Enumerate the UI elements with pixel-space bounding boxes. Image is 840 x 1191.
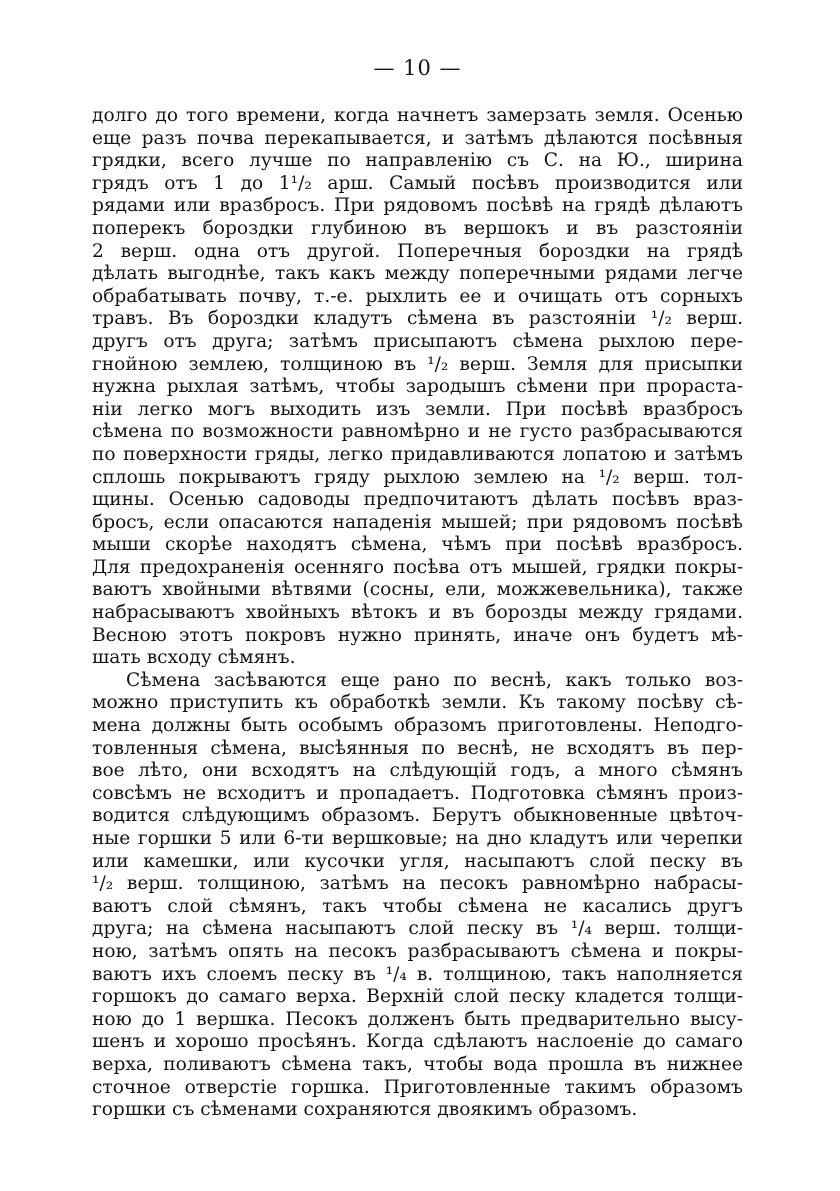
- text-line: шенъ и хорошо просѣянъ. Когда сдѣлаютъ наслоеніе до самаго: [92, 1031, 743, 1053]
- text-line: горшки съ сѣменами сохраняются двоякимъ образомъ.: [92, 1099, 638, 1121]
- text-line: обрабатывать почву, т.-е. рыхлить ее и очищать отъ сорныхъ: [92, 285, 743, 307]
- text-line: сточное отверстіе горшка. Приготовленные такимъ образомъ: [92, 1076, 743, 1098]
- text-line: дѣлать выгоднѣе, такъ какъ между поперечными рядами легче: [92, 263, 743, 285]
- text-line: грядки, всего лучше по направленію съ С. на Ю., ширина: [92, 150, 743, 172]
- text-line: набрасываютъ хвойныхъ вѣтокъ и въ борозды между грядами.: [92, 602, 743, 624]
- text-line: ваютъ хвойными вѣтвями (сосны, ели, можжевельника), также: [92, 579, 743, 601]
- text-line: шать всходу сѣмянъ.: [92, 647, 296, 669]
- text-line: вое лѣто, они всходятъ на слѣдующій годъ, а много сѣмянъ: [92, 760, 743, 782]
- page-number: — 10 —: [373, 56, 462, 80]
- text-line: Сѣмена засѣваются еще рано по веснѣ, какъ только воз-: [126, 669, 743, 691]
- text-line: травъ. Въ бороздки кладутъ сѣмена въ разстояніи ¹/₂ верш.: [92, 308, 743, 330]
- text-line: 2 верш. одна отъ другой. Поперечныя бороздки на грядѣ: [92, 240, 743, 262]
- text-line: гнойною землею, толщиною въ ¹/₂ верш. Земля для присыпки: [92, 353, 743, 375]
- text-line: товленныя сѣмена, высѣянныя по веснѣ, не всходятъ въ пер-: [92, 737, 743, 759]
- text-line: грядъ отъ 1 до 1¹/₂ арш. Самый посѣвъ производится или: [92, 172, 743, 194]
- text-line: Весною этотъ покровъ нужно принять, иначе онъ будетъ мѣ-: [92, 624, 743, 646]
- text-line: рядами или вразбросъ. При рядовомъ посѣвѣ на грядѣ дѣлаютъ: [92, 195, 743, 217]
- text-line: другъ отъ друга; затѣмъ присыпаютъ сѣмена рыхлою пере-: [92, 330, 743, 352]
- text-line: совсѣмъ не всходитъ и пропадаетъ. Подготовка сѣмянъ произ-: [92, 782, 743, 804]
- text-line: бросъ, если опасаются нападенія мышей; при рядовомъ посѣвѣ: [92, 511, 743, 533]
- text-line: долго до того времени, когда начнетъ замерзать земля. Осенью: [92, 105, 743, 126]
- paragraph: [92, 670, 743, 1122]
- text-line: или камешки, или кусочки угля, насыпаютъ слой песку въ: [92, 850, 743, 872]
- text-line: ные горшки 5 или 6-ти вершковые; на дно кладутъ или черепки: [92, 828, 743, 849]
- text-line: нужна рыхлая затѣмъ, чтобы зародышъ сѣмени при прораста-: [92, 376, 743, 398]
- text-line: сѣмена по возможности равномѣрно и не густо разбрасываются: [92, 421, 743, 443]
- text-line: верха, поливаютъ сѣмена такъ, чтобы вода прошла въ нижнее: [92, 1053, 743, 1075]
- text-line: ною до 1 вершка. Песокъ долженъ быть предварительно высу-: [92, 1008, 743, 1030]
- book-page: [92, 55, 743, 1122]
- text-line: по поверхности гряды, легко придавливаются лопатою и затѣмъ: [92, 443, 743, 465]
- text-line: ною, затѣмъ опять на песокъ разбрасываютъ сѣмена и покры-: [92, 940, 743, 962]
- text-line: водится слѣдующимъ образомъ. Берутъ обыкновенные цвѣточ-: [92, 805, 743, 827]
- text-line: мыши скорѣе находятъ сѣмена, чѣмъ при посѣвѣ вразбросъ.: [92, 534, 743, 556]
- text-line: горшокъ до самаго верха. Верхній слой песку кладется толщи-: [92, 986, 743, 1008]
- text-line: еще разъ почва перекапывается, и затѣмъ дѣлаются посѣвныя: [92, 127, 743, 149]
- text-line: друга; на сѣмена насыпаютъ слой песку въ ¹/₄ верш. толщи-: [92, 918, 743, 940]
- text-line: щины. Осенью садоводы предпочитаютъ дѣлать посѣвъ враз-: [92, 489, 743, 511]
- text-line: мена должны быть особымъ образомъ приготовлены. Неподго-: [92, 715, 743, 737]
- text-line: Для предохраненія осенняго посѣва отъ мышей, грядки покры-: [92, 556, 743, 578]
- text-line: поперекъ бороздки глубиною въ вершокъ и въ разстояніи: [92, 217, 743, 239]
- text-line: ваютъ слой сѣмянъ, такъ чтобы сѣмена не касались другъ: [92, 895, 743, 917]
- body-text: [92, 105, 743, 1122]
- text-line: сплошь покрываютъ гряду рыхлою землею на ¹/₂ верш. тол-: [92, 466, 743, 488]
- paragraph: [92, 105, 743, 670]
- text-line: ваютъ ихъ слоемъ песку въ ¹/₄ в. толщиною, такъ наполняется: [92, 963, 743, 985]
- text-line: ¹/₂ верш. толщиною, затѣмъ на песокъ равномѣрно набрасы-: [92, 873, 743, 895]
- text-line: можно приступить къ обработкѣ земли. Къ такому посѣву сѣ-: [92, 692, 743, 714]
- text-line: ніи легко могъ выходить изъ земли. При посѣвѣ вразбросъ: [92, 398, 743, 420]
